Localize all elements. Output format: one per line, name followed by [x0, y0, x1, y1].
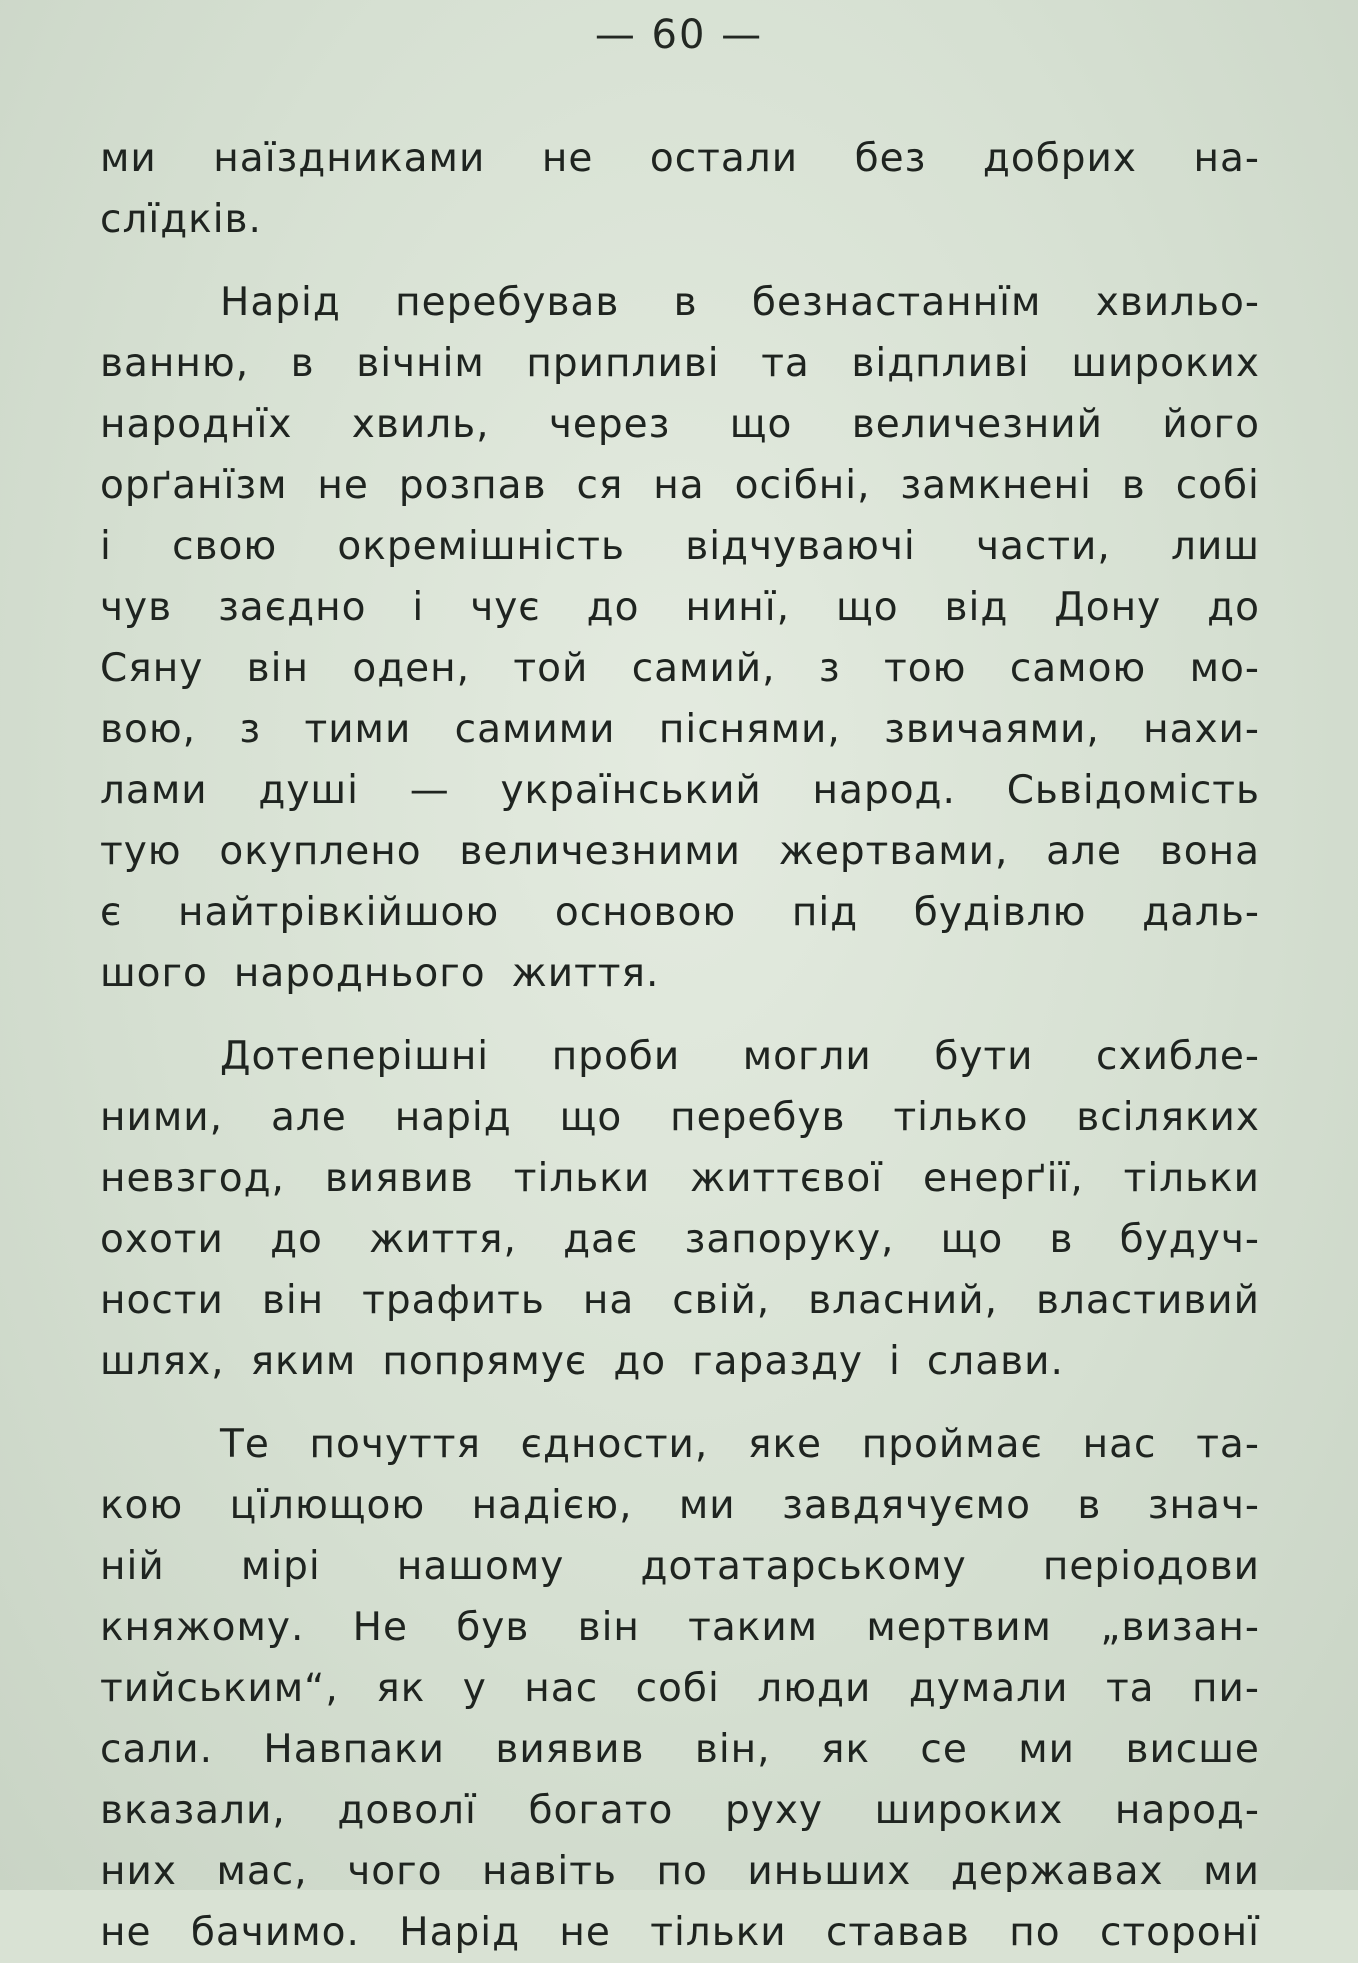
word: яке — [748, 1422, 823, 1467]
word: таким — [688, 1605, 819, 1650]
word: гаразду — [692, 1339, 863, 1384]
word: дотатарському — [640, 1544, 967, 1589]
word: се — [920, 1727, 968, 1772]
word: він, — [694, 1727, 771, 1772]
word: життя, — [369, 1217, 517, 1262]
text-line — [100, 1148, 1260, 1209]
word: народ. — [812, 768, 956, 813]
word: ности — [100, 1278, 224, 1323]
word: лами — [100, 768, 208, 813]
word: найтрівкійшою — [178, 890, 500, 935]
word: тілько — [893, 1095, 1029, 1140]
text-line — [100, 1414, 1260, 1475]
word: завдячуємо — [782, 1483, 1031, 1528]
word: жертвами, — [778, 829, 1009, 874]
paragraph — [100, 1414, 1260, 1963]
text-line — [100, 1902, 1260, 1963]
word: був — [456, 1605, 530, 1650]
word: на- — [1193, 136, 1260, 181]
word: що — [940, 1217, 1004, 1262]
word: життєвої — [690, 1156, 884, 1201]
word: — — [409, 768, 450, 813]
word: собі — [635, 1666, 720, 1711]
word: розпав — [398, 463, 547, 508]
word: вою, — [100, 707, 197, 752]
word: його — [1162, 402, 1260, 447]
word: не — [541, 136, 594, 181]
word: „визан- — [1100, 1605, 1260, 1650]
word: з — [239, 707, 262, 752]
word: самий, — [631, 646, 776, 691]
word: заєдно — [218, 585, 367, 630]
word: проби — [551, 1034, 681, 1079]
word: відчуваючі — [685, 524, 916, 569]
word: від — [944, 585, 1009, 630]
word: пи- — [1192, 1666, 1260, 1711]
word: є — [100, 890, 123, 935]
word: без — [854, 136, 927, 181]
word: Дону — [1054, 585, 1162, 630]
word: в — [1121, 463, 1146, 508]
word: та- — [1196, 1422, 1260, 1467]
word: замкнені — [900, 463, 1092, 508]
word: під — [791, 890, 859, 935]
word: і — [889, 1339, 901, 1384]
word: до — [1207, 585, 1260, 630]
word: нас — [1082, 1422, 1157, 1467]
paragraph — [100, 272, 1260, 1004]
text-line — [100, 577, 1260, 638]
word: вказали, — [100, 1788, 286, 1833]
text-line — [100, 1719, 1260, 1780]
word: сали. — [100, 1727, 214, 1772]
word: Нарід — [399, 1910, 521, 1955]
word: чого — [347, 1849, 443, 1894]
text-line — [100, 1475, 1260, 1536]
word: тими — [304, 707, 412, 752]
word: народнього — [233, 951, 486, 996]
word: властивий — [1035, 1278, 1260, 1323]
word: слави. — [926, 1339, 1064, 1384]
body-text — [100, 128, 1260, 1963]
word: ми — [1203, 1849, 1260, 1894]
word: добрих — [982, 136, 1137, 181]
word: сторонї — [1100, 1910, 1260, 1955]
word: звичаями, — [884, 707, 1100, 752]
word: життя. — [511, 951, 660, 996]
word: оден, — [352, 646, 471, 691]
word: перебув — [670, 1095, 846, 1140]
word: наїздниками — [213, 136, 486, 181]
word: по — [1009, 1910, 1061, 1955]
word: тийським“, — [100, 1666, 339, 1711]
text-line — [100, 1536, 1260, 1597]
text-line — [100, 1087, 1260, 1148]
word: Навпаки — [263, 1727, 445, 1772]
text-line — [100, 1658, 1260, 1719]
word: иньших — [747, 1849, 912, 1894]
word: Дотеперішні — [220, 1034, 490, 1079]
text-line — [100, 1270, 1260, 1331]
word: руху — [725, 1788, 823, 1833]
word: ванню, — [100, 341, 250, 386]
word: не — [317, 463, 369, 508]
word: вона — [1159, 829, 1260, 874]
word: до — [613, 1339, 667, 1384]
text-line — [100, 272, 1260, 333]
word: основою — [554, 890, 737, 935]
word: самими — [454, 707, 616, 752]
word: навіть — [482, 1849, 617, 1894]
word: з — [818, 646, 841, 691]
text-line — [100, 394, 1260, 455]
word: мо- — [1189, 646, 1260, 691]
word: власний, — [808, 1278, 999, 1323]
word: кою — [100, 1483, 184, 1528]
word: знач- — [1147, 1483, 1260, 1528]
word: Сьвідомість — [1006, 768, 1260, 813]
word: свій, — [672, 1278, 771, 1323]
word: княжому. — [100, 1605, 305, 1650]
text-line — [100, 1209, 1260, 1270]
word: що — [729, 402, 793, 447]
word: перебував — [395, 280, 620, 325]
word: величезний — [851, 402, 1103, 447]
word: та — [761, 341, 810, 386]
word: виявив — [324, 1156, 474, 1201]
word: собі — [1175, 463, 1260, 508]
word: всіляких — [1076, 1095, 1260, 1140]
word: Нарід — [220, 280, 341, 325]
word: Не — [352, 1605, 408, 1650]
word: чув — [100, 585, 173, 630]
word: в — [290, 341, 315, 386]
word: душі — [258, 768, 359, 813]
text-line — [100, 943, 1260, 1004]
text-line — [100, 1841, 1260, 1902]
word: що — [835, 585, 899, 630]
text-line — [100, 760, 1260, 821]
word: в — [1077, 1483, 1102, 1528]
word: ставав — [825, 1910, 970, 1955]
word: як — [820, 1727, 871, 1772]
word: періодови — [1042, 1544, 1260, 1589]
word: широких — [1071, 341, 1260, 386]
word: цїлющою — [229, 1483, 426, 1528]
word: орґанїзм — [100, 463, 288, 508]
word: ся — [576, 463, 624, 508]
text-line — [100, 516, 1260, 577]
word: слїдків. — [100, 197, 262, 242]
word: тую — [100, 829, 182, 874]
word: на — [653, 463, 705, 508]
word: до — [270, 1217, 323, 1262]
word: доволї — [337, 1788, 477, 1833]
word: попрямує — [382, 1339, 588, 1384]
word: них — [100, 1849, 177, 1894]
word: він — [261, 1278, 325, 1323]
word: висше — [1125, 1727, 1260, 1772]
page-number: — 60 — — [594, 12, 764, 58]
word: шлях, — [100, 1339, 225, 1384]
word: осібні, — [734, 463, 871, 508]
word: тільки — [650, 1910, 787, 1955]
word: ми — [100, 136, 157, 181]
word: але — [270, 1095, 347, 1140]
word: невзгод, — [100, 1156, 285, 1201]
word: та — [1105, 1666, 1155, 1711]
word: охоти — [100, 1217, 224, 1262]
paragraph-gap — [100, 250, 1260, 272]
word: нинї, — [685, 585, 791, 630]
word: могли — [742, 1034, 872, 1079]
text-line — [100, 128, 1260, 189]
paragraph-gap — [100, 1004, 1260, 1026]
word: будівлю — [913, 890, 1087, 935]
word: почуття — [309, 1422, 481, 1467]
word: припливі — [526, 341, 720, 386]
text-line — [100, 1597, 1260, 1658]
word: ними, — [100, 1095, 224, 1140]
word: державах — [950, 1849, 1164, 1894]
word: і — [412, 585, 425, 630]
word: той — [513, 646, 589, 691]
word: він — [246, 646, 309, 691]
word: народ- — [1114, 1788, 1260, 1833]
word: ми — [678, 1483, 736, 1528]
word: нахи- — [1143, 707, 1260, 752]
word: до — [586, 585, 640, 630]
word: остали — [649, 136, 799, 181]
word: нарід — [394, 1095, 512, 1140]
word: не — [559, 1910, 611, 1955]
word: дає — [563, 1217, 639, 1262]
word: самою — [1009, 646, 1147, 691]
word: в — [673, 280, 698, 325]
word: надією, — [471, 1483, 633, 1528]
word: бачимо. — [190, 1910, 360, 1955]
word: відпливі — [851, 341, 1030, 386]
text-line — [100, 455, 1260, 516]
word: схибле- — [1096, 1034, 1260, 1079]
word: будуч- — [1119, 1217, 1260, 1262]
word: проймає — [861, 1422, 1043, 1467]
word: нас — [524, 1666, 599, 1711]
word: части, — [975, 524, 1111, 569]
word: вічнім — [356, 341, 485, 386]
word: енерґії, — [922, 1156, 1084, 1201]
paragraph — [100, 1026, 1260, 1392]
text-line — [100, 189, 1260, 250]
text-line — [100, 333, 1260, 394]
word: не — [100, 1910, 152, 1955]
paragraph — [100, 128, 1260, 250]
word: і — [100, 524, 112, 569]
text-line — [100, 699, 1260, 760]
text-line — [100, 882, 1260, 943]
word: запоруку, — [684, 1217, 895, 1262]
text-line — [100, 1331, 1260, 1392]
paragraph-gap — [100, 1392, 1260, 1414]
word: люди — [757, 1666, 872, 1711]
word: єдности, — [520, 1422, 709, 1467]
word: виявив — [495, 1727, 645, 1772]
word: в — [1049, 1217, 1074, 1262]
word: даль- — [1142, 890, 1260, 935]
word: окремішність — [337, 524, 625, 569]
word: свою — [172, 524, 278, 569]
word: тільки — [1123, 1156, 1260, 1201]
word: Сяну — [100, 646, 204, 691]
word: народнїх — [100, 402, 293, 447]
word: лиш — [1171, 524, 1260, 569]
word: Те — [220, 1422, 270, 1467]
word: але — [1046, 829, 1122, 874]
word: хвиль, — [351, 402, 490, 447]
word: тою — [884, 646, 967, 691]
word: богато — [528, 1788, 674, 1833]
word: бути — [934, 1034, 1034, 1079]
word: піснями, — [658, 707, 841, 752]
word: безнастаннїм — [751, 280, 1042, 325]
word: окуплено — [219, 829, 422, 874]
word: нашому — [396, 1544, 565, 1589]
word: трафить — [362, 1278, 545, 1323]
word: як — [376, 1666, 426, 1711]
word: ми — [1018, 1727, 1076, 1772]
word: що — [559, 1095, 623, 1140]
word: думали — [908, 1666, 1069, 1711]
word: шого — [100, 951, 208, 996]
word: по — [656, 1849, 708, 1894]
word: яким — [250, 1339, 357, 1384]
word: ній — [100, 1544, 165, 1589]
word: тільки — [513, 1156, 651, 1201]
word: він — [577, 1605, 640, 1650]
word: український — [500, 768, 762, 813]
word: на — [582, 1278, 635, 1323]
text-line — [100, 821, 1260, 882]
word: чує — [470, 585, 541, 630]
text-line — [100, 1780, 1260, 1841]
text-line — [100, 638, 1260, 699]
word: мертвим — [866, 1605, 1052, 1650]
word: широких — [874, 1788, 1064, 1833]
word: у — [462, 1666, 487, 1711]
text-line — [100, 1026, 1260, 1087]
word: мас, — [216, 1849, 308, 1894]
word: мірі — [240, 1544, 321, 1589]
word: через — [548, 402, 671, 447]
word: величезними — [459, 829, 742, 874]
word: хвильо- — [1095, 280, 1260, 325]
